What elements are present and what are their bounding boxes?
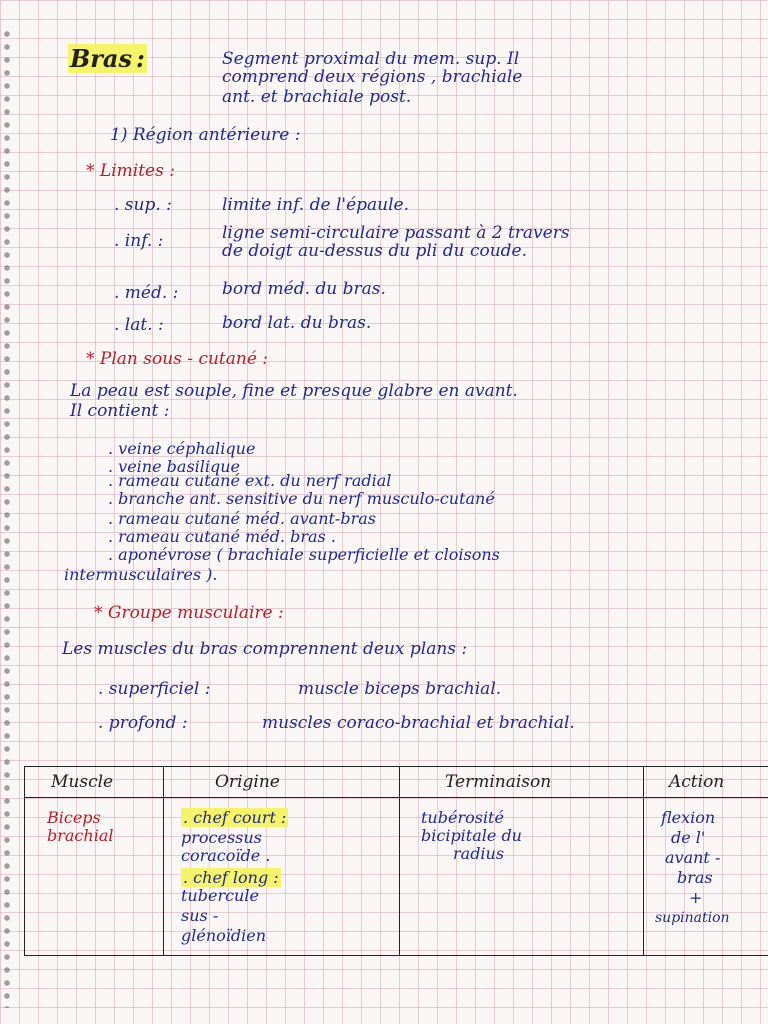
cell-origine-head2 — [181, 869, 281, 887]
limite-med-text: bord méd. du bras. — [222, 279, 386, 299]
limite-sup-label: . sup. : — [114, 195, 172, 215]
groupe-prof-label: . profond : — [98, 713, 188, 733]
groupe-heading-text: Groupe musculaire : — [107, 603, 284, 623]
table-col-divider — [163, 767, 164, 955]
limite-inf-text-2: de doigt au-dessus du pli du coude. — [222, 241, 527, 261]
plan-heading-text: Plan sous - cutané : — [99, 349, 269, 369]
plan-item: . aponévrose ( brachiale superficielle et cloisons — [108, 545, 500, 564]
groupe-sup-label: . superficiel : — [98, 679, 211, 699]
table-header-origine: Origine — [215, 772, 280, 792]
table-header-terminaison: Terminaison — [445, 772, 552, 792]
cell-origine-line: processus — [181, 828, 262, 847]
cell-action-line: de l' — [671, 828, 706, 847]
plan-item-tail: intermusculaires ). — [64, 565, 218, 584]
cell-action-line: bras — [677, 868, 713, 887]
intro-line-2: comprend deux régions , brachiale — [222, 67, 523, 87]
limite-inf-label: . inf. : — [114, 231, 164, 251]
chef-long-highlight: . chef long : — [183, 868, 279, 887]
chef-court-highlight: . chef court : — [183, 808, 287, 827]
cell-muscle-line: Biceps — [47, 808, 101, 827]
limite-inf-text: ligne semi-circulaire passant à 2 travers — [222, 223, 570, 243]
limites-heading: * Limites : — [86, 161, 175, 181]
plan-item: . rameau cutané méd. bras . — [108, 527, 336, 546]
cell-action-line: + — [689, 888, 703, 907]
intro-line-1: Segment proximal du mem. sup. Il — [222, 49, 520, 69]
cell-origine-line: glénoïdien — [181, 926, 267, 945]
plan-heading: * Plan sous - cutané : — [86, 349, 269, 369]
groupe-line-1: Les muscles du bras comprennent deux plans : — [62, 639, 468, 659]
cell-action-line: avant - — [665, 848, 721, 867]
limite-sup-text: limite inf. de l'épaule. — [222, 195, 409, 215]
limite-lat-text: bord lat. du bras. — [222, 313, 372, 333]
cell-origine-line: tubercule — [181, 886, 259, 905]
plan-item: . rameau cutané méd. avant-bras — [108, 509, 376, 528]
muscle-table — [24, 766, 768, 956]
cell-terminaison-line: tubérosité — [421, 808, 504, 827]
intro-line-3: ant. et brachiale post. — [222, 87, 412, 107]
cell-action-line: supination — [655, 910, 730, 926]
limites-heading-text: Limites : — [99, 161, 175, 181]
plan-line-1: La peau est souple, fine et presque glabre en avant. — [70, 381, 518, 401]
table-col-divider — [643, 767, 644, 955]
page-title — [68, 44, 147, 73]
cell-terminaison-line: bicipitale du — [421, 826, 522, 845]
cell-muscle-line: brachial — [47, 826, 114, 845]
limite-lat-label: . lat. : — [114, 315, 164, 335]
groupe-prof-text: muscles coraco-brachial et brachial. — [262, 713, 575, 733]
groupe-heading: * Groupe musculaire : — [94, 603, 284, 623]
table-header-divider — [25, 797, 768, 798]
cell-origine-head1 — [181, 809, 288, 827]
section-heading: 1) Région antérieure : — [110, 125, 301, 145]
plan-item: . branche ant. sensitive du nerf musculo-cutané — [108, 489, 495, 508]
plan-line-2: Il contient : — [70, 401, 170, 421]
table-header-action: Action — [669, 772, 725, 792]
limite-med-label: . méd. : — [114, 283, 179, 303]
plan-item: . veine basilique — [108, 457, 241, 476]
title-highlight: Bras — [70, 44, 132, 73]
groupe-sup-text: muscle biceps brachial. — [298, 679, 502, 699]
plan-item: . veine céphalique — [108, 439, 256, 458]
title-colon: : — [136, 44, 145, 73]
cell-origine-line: coracoïde . — [181, 846, 271, 865]
notebook-spiral — [0, 28, 14, 1008]
table-header-muscle: Muscle — [51, 772, 114, 792]
table-col-divider — [399, 767, 400, 955]
cell-origine-line: sus - — [181, 906, 219, 925]
cell-terminaison-line: radius — [453, 844, 505, 863]
cell-action-line: flexion — [661, 808, 716, 827]
plan-item: . rameau cutané ext. du nerf radial — [108, 471, 392, 490]
